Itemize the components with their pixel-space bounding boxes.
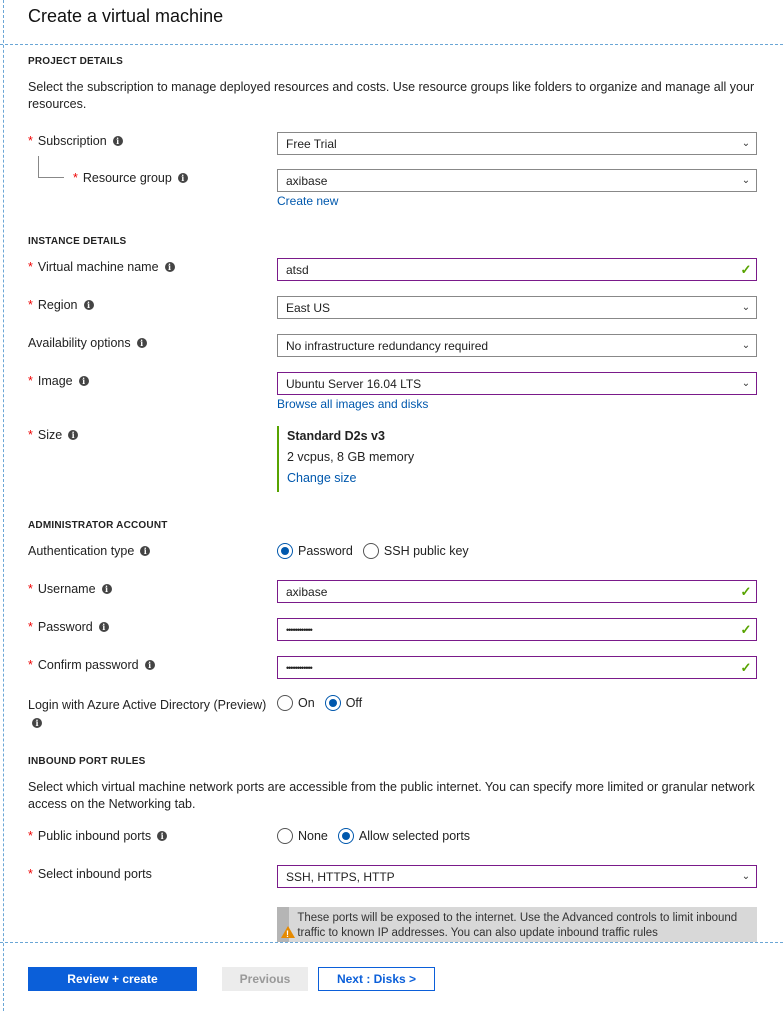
warning-icon: ! bbox=[281, 926, 295, 938]
radio-unselected[interactable] bbox=[277, 695, 293, 711]
radio-unselected[interactable] bbox=[363, 543, 379, 559]
required-marker: * bbox=[28, 374, 33, 388]
info-icon[interactable]: i bbox=[140, 546, 150, 556]
vm-name-input[interactable]: atsd ✓ bbox=[277, 258, 757, 281]
browse-images-link[interactable]: Browse all images and disks bbox=[277, 397, 429, 411]
aad-off-option[interactable]: Off bbox=[325, 695, 362, 711]
info-icon[interactable]: i bbox=[165, 262, 175, 272]
aad-on-option[interactable]: On bbox=[277, 695, 315, 711]
info-icon[interactable]: i bbox=[32, 718, 42, 728]
radio-unselected[interactable] bbox=[277, 828, 293, 844]
info-icon[interactable]: i bbox=[137, 338, 147, 348]
size-spec: 2 vcpus, 8 GB memory bbox=[287, 450, 415, 464]
chevron-down-icon: ⌄ bbox=[741, 340, 751, 351]
inbound-description: Select which virtual machine network ports are accessible from the public internet. You can specify more limited or granular network access on the Networking tab. bbox=[28, 780, 755, 811]
info-icon[interactable]: i bbox=[178, 173, 188, 183]
info-icon[interactable]: i bbox=[113, 136, 123, 146]
select-ports-label: * Select inbound ports bbox=[28, 867, 152, 881]
radio-selected[interactable] bbox=[277, 543, 293, 559]
image-label: * Image i bbox=[28, 374, 89, 388]
region-dropdown[interactable]: East US ⌄ bbox=[277, 296, 757, 319]
footer-divider bbox=[0, 942, 783, 943]
required-marker: * bbox=[28, 428, 33, 442]
required-marker: * bbox=[28, 658, 33, 672]
section-admin-account: ADMINISTRATOR ACCOUNT bbox=[28, 520, 168, 531]
select-ports-dropdown[interactable]: SSH, HTTPS, HTTP ⌄ bbox=[277, 865, 757, 888]
chevron-down-icon: ⌄ bbox=[741, 302, 751, 313]
aad-login-label: Login with Azure Active Directory (Preview) i bbox=[28, 698, 267, 728]
username-input[interactable]: axibase ✓ bbox=[277, 580, 757, 603]
section-instance-details: INSTANCE DETAILS bbox=[28, 236, 127, 247]
info-icon[interactable]: i bbox=[84, 300, 94, 310]
warning-strip bbox=[277, 907, 289, 942]
checkmark-icon: ✓ bbox=[740, 261, 752, 277]
size-label: * Size i bbox=[28, 428, 78, 442]
public-ports-radio-group bbox=[277, 828, 480, 844]
resource-group-dropdown[interactable]: axibase ⌄ bbox=[277, 169, 757, 192]
review-create-button[interactable]: Review + create bbox=[28, 967, 197, 991]
title-divider bbox=[0, 44, 783, 45]
auth-password-option[interactable]: Password bbox=[277, 543, 353, 559]
required-marker: * bbox=[28, 298, 33, 312]
radio-selected[interactable] bbox=[325, 695, 341, 711]
chevron-down-icon: ⌄ bbox=[741, 138, 751, 149]
subscription-dropdown[interactable]: Free Trial ⌄ bbox=[277, 132, 757, 155]
availability-label: Availability options i bbox=[28, 336, 147, 350]
resource-group-label: * Resource group i bbox=[73, 171, 188, 185]
auth-type-radio-group bbox=[277, 543, 479, 559]
required-marker: * bbox=[28, 134, 33, 148]
page-title: Create a virtual machine bbox=[28, 6, 224, 26]
info-icon[interactable]: i bbox=[68, 430, 78, 440]
size-selection bbox=[277, 426, 477, 492]
chevron-down-icon: ⌄ bbox=[741, 175, 751, 186]
create-new-link[interactable]: Create new bbox=[277, 194, 339, 208]
auth-type-label: Authentication type i bbox=[28, 544, 150, 558]
tree-connector bbox=[38, 156, 64, 178]
password-input[interactable]: •••••••••••• ✓ bbox=[277, 618, 757, 641]
previous-button[interactable]: Previous bbox=[222, 967, 308, 991]
image-dropdown[interactable]: Ubuntu Server 16.04 LTS ⌄ bbox=[277, 372, 757, 395]
radio-selected[interactable] bbox=[338, 828, 354, 844]
ports-allow-option[interactable]: Allow selected ports bbox=[338, 828, 470, 844]
subscription-label: * Subscription i bbox=[28, 134, 123, 148]
confirm-password-label: * Confirm password i bbox=[28, 658, 155, 672]
info-icon[interactable]: i bbox=[99, 622, 109, 632]
required-marker: * bbox=[28, 260, 33, 274]
ports-warning-banner bbox=[277, 907, 757, 942]
panel-left-border bbox=[3, 0, 4, 1011]
info-icon[interactable]: i bbox=[79, 376, 89, 386]
section-project-details: PROJECT DETAILS bbox=[28, 56, 124, 67]
checkmark-icon: ✓ bbox=[740, 659, 752, 675]
password-label: * Password i bbox=[28, 620, 109, 634]
required-marker: * bbox=[28, 582, 33, 596]
warning-text: These ports will be exposed to the internet. Use the Advanced controls to limit inbound traffic to known IP addresses. You can also update inbound traffic rules bbox=[297, 912, 738, 939]
required-marker: * bbox=[28, 867, 33, 881]
availability-dropdown[interactable]: No infrastructure redundancy required ⌄ bbox=[277, 334, 757, 357]
vm-name-label: * Virtual machine name i bbox=[28, 260, 175, 274]
info-icon[interactable]: i bbox=[157, 831, 167, 841]
aad-login-radio-group bbox=[277, 695, 372, 711]
next-disks-button[interactable]: Next : Disks > bbox=[318, 967, 435, 991]
checkmark-icon: ✓ bbox=[740, 621, 752, 637]
info-icon[interactable]: i bbox=[102, 584, 112, 594]
username-label: * Username i bbox=[28, 582, 112, 596]
auth-ssh-option[interactable]: SSH public key bbox=[363, 543, 469, 559]
ports-none-option[interactable]: None bbox=[277, 828, 328, 844]
confirm-password-input[interactable]: •••••••••••• ✓ bbox=[277, 656, 757, 679]
section-inbound-port-rules: INBOUND PORT RULES bbox=[28, 756, 146, 767]
chevron-down-icon: ⌄ bbox=[741, 871, 751, 882]
chevron-down-icon: ⌄ bbox=[741, 378, 751, 389]
required-marker: * bbox=[28, 620, 33, 634]
checkmark-icon: ✓ bbox=[740, 583, 752, 599]
info-icon[interactable]: i bbox=[145, 660, 155, 670]
change-size-link[interactable]: Change size bbox=[287, 471, 357, 485]
public-ports-label: * Public inbound ports i bbox=[28, 829, 167, 843]
required-marker: * bbox=[28, 829, 33, 843]
required-marker: * bbox=[73, 171, 78, 185]
size-name: Standard D2s v3 bbox=[287, 429, 385, 443]
project-description: Select the subscription to manage deployed resources and costs. Use resource groups like folders to organize and manage all your resources. bbox=[28, 80, 755, 111]
region-label: * Region i bbox=[28, 298, 94, 312]
